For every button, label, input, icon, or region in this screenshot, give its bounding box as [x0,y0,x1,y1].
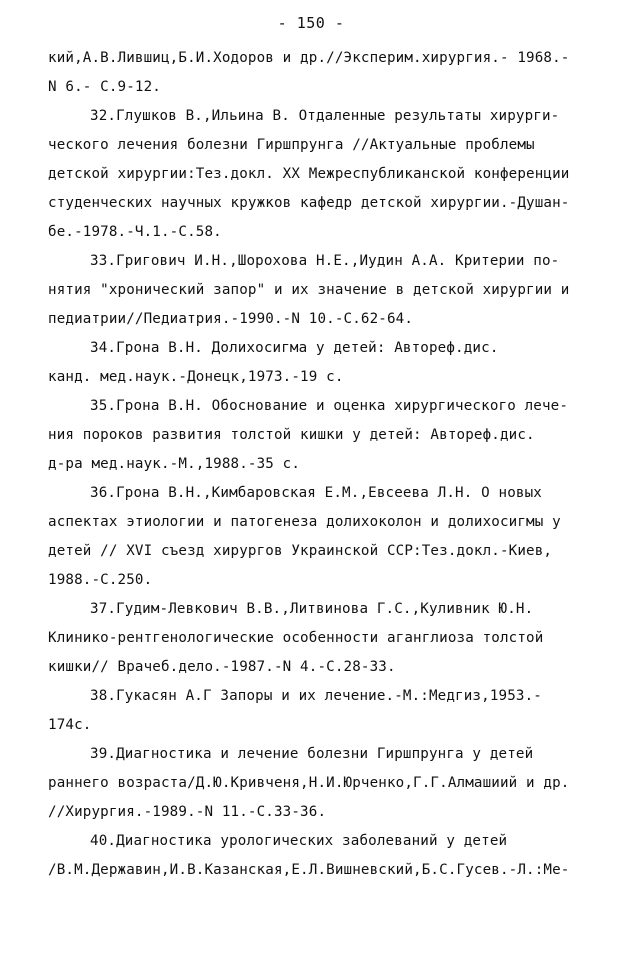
text-line: 37.Гудим-Левкович В.В.,Литвинова Г.С.,Куливник Ю.Н. [90,601,534,617]
page-number: - 150 - [277,14,345,32]
text-line: /В.М.Державин,И.В.Казанская,Е.Л.Вишневский,Б.С.Гусев.-Л.:Ме- [48,862,570,878]
text-line: педиатрии//Педиатрия.-1990.-N 10.-С.62-64. [48,311,414,327]
text-line: 39.Диагностика и лечение болезни Гиршпрунга у детей [90,746,534,762]
text-line: 40.Диагностика урологических заболеваний у детей [90,833,508,849]
text-line: 1988.-С.250. [48,572,153,588]
text-line: 174с. [48,717,92,733]
text-line: 36.Грона В.Н.,Кимбаровская Е.М.,Евсеева Л.Н. О новых [90,485,542,501]
text-line: аспектах этиологии и патогенеза долихоколон и долихосигмы у [48,514,561,530]
text-line: кишки// Врачеб.дело.-1987.-N 4.-С.28-33. [48,659,396,675]
text-line: 32.Глушков В.,Ильина В. Отдаленные результаты хирурги- [90,108,560,124]
text-line: 34.Грона В.Н. Долихосигма у детей: Автореф.дис. [90,340,499,356]
text-line: ческого лечения болезни Гиршпрунга //Актуальные проблемы [48,137,535,153]
text-line: канд. мед.наук.-Донецк,1973.-19 с. [48,369,344,385]
text-line: кий,А.В.Лившиц,Б.И.Ходоров и др.//Эксперим.хирургия.- 1968.- [48,50,570,66]
text-line: //Хирургия.-1989.-N 11.-С.33-36. [48,804,327,820]
text-line: детской хирургии:Тез.докл. XX Межреспубликанской конференции [48,166,570,182]
text-line: студенческих научных кружков кафедр детской хирургии.-Душан- [48,195,570,211]
text-line: детей // XVI съезд хирургов Украинской ССР:Тез.докл.-Киев, [48,543,553,559]
text-line: 38.Гукасян А.Г Запоры и их лечение.-М.:Медгиз,1953.- [90,688,542,704]
text-line: бе.-1978.-Ч.1.-С.58. [48,224,222,240]
text-line: N 6.- С.9-12. [48,79,161,95]
text-line: раннего возраста/Д.Ю.Кривченя,Н.И.Юрченко,Г.Г.Алмашиий и др. [48,775,570,791]
text-line: ния пороков развития толстой кишки у детей: Автореф.дис. [48,427,535,443]
text-line: 33.Григович И.Н.,Шорохова Н.Е.,Иудин А.А. Критерии по- [90,253,560,269]
text-line: нятия "хронический запор" и их значение в детской хирургии и [48,282,570,298]
reference-list [48,44,588,885]
text-line: Клинико-рентгенологические особенности аганглиоза толстой [48,630,544,646]
text-line: 35.Грона В.Н. Обоснование и оценка хирургического лече- [90,398,569,414]
text-line: д-ра мед.наук.-М.,1988.-35 с. [48,456,301,472]
